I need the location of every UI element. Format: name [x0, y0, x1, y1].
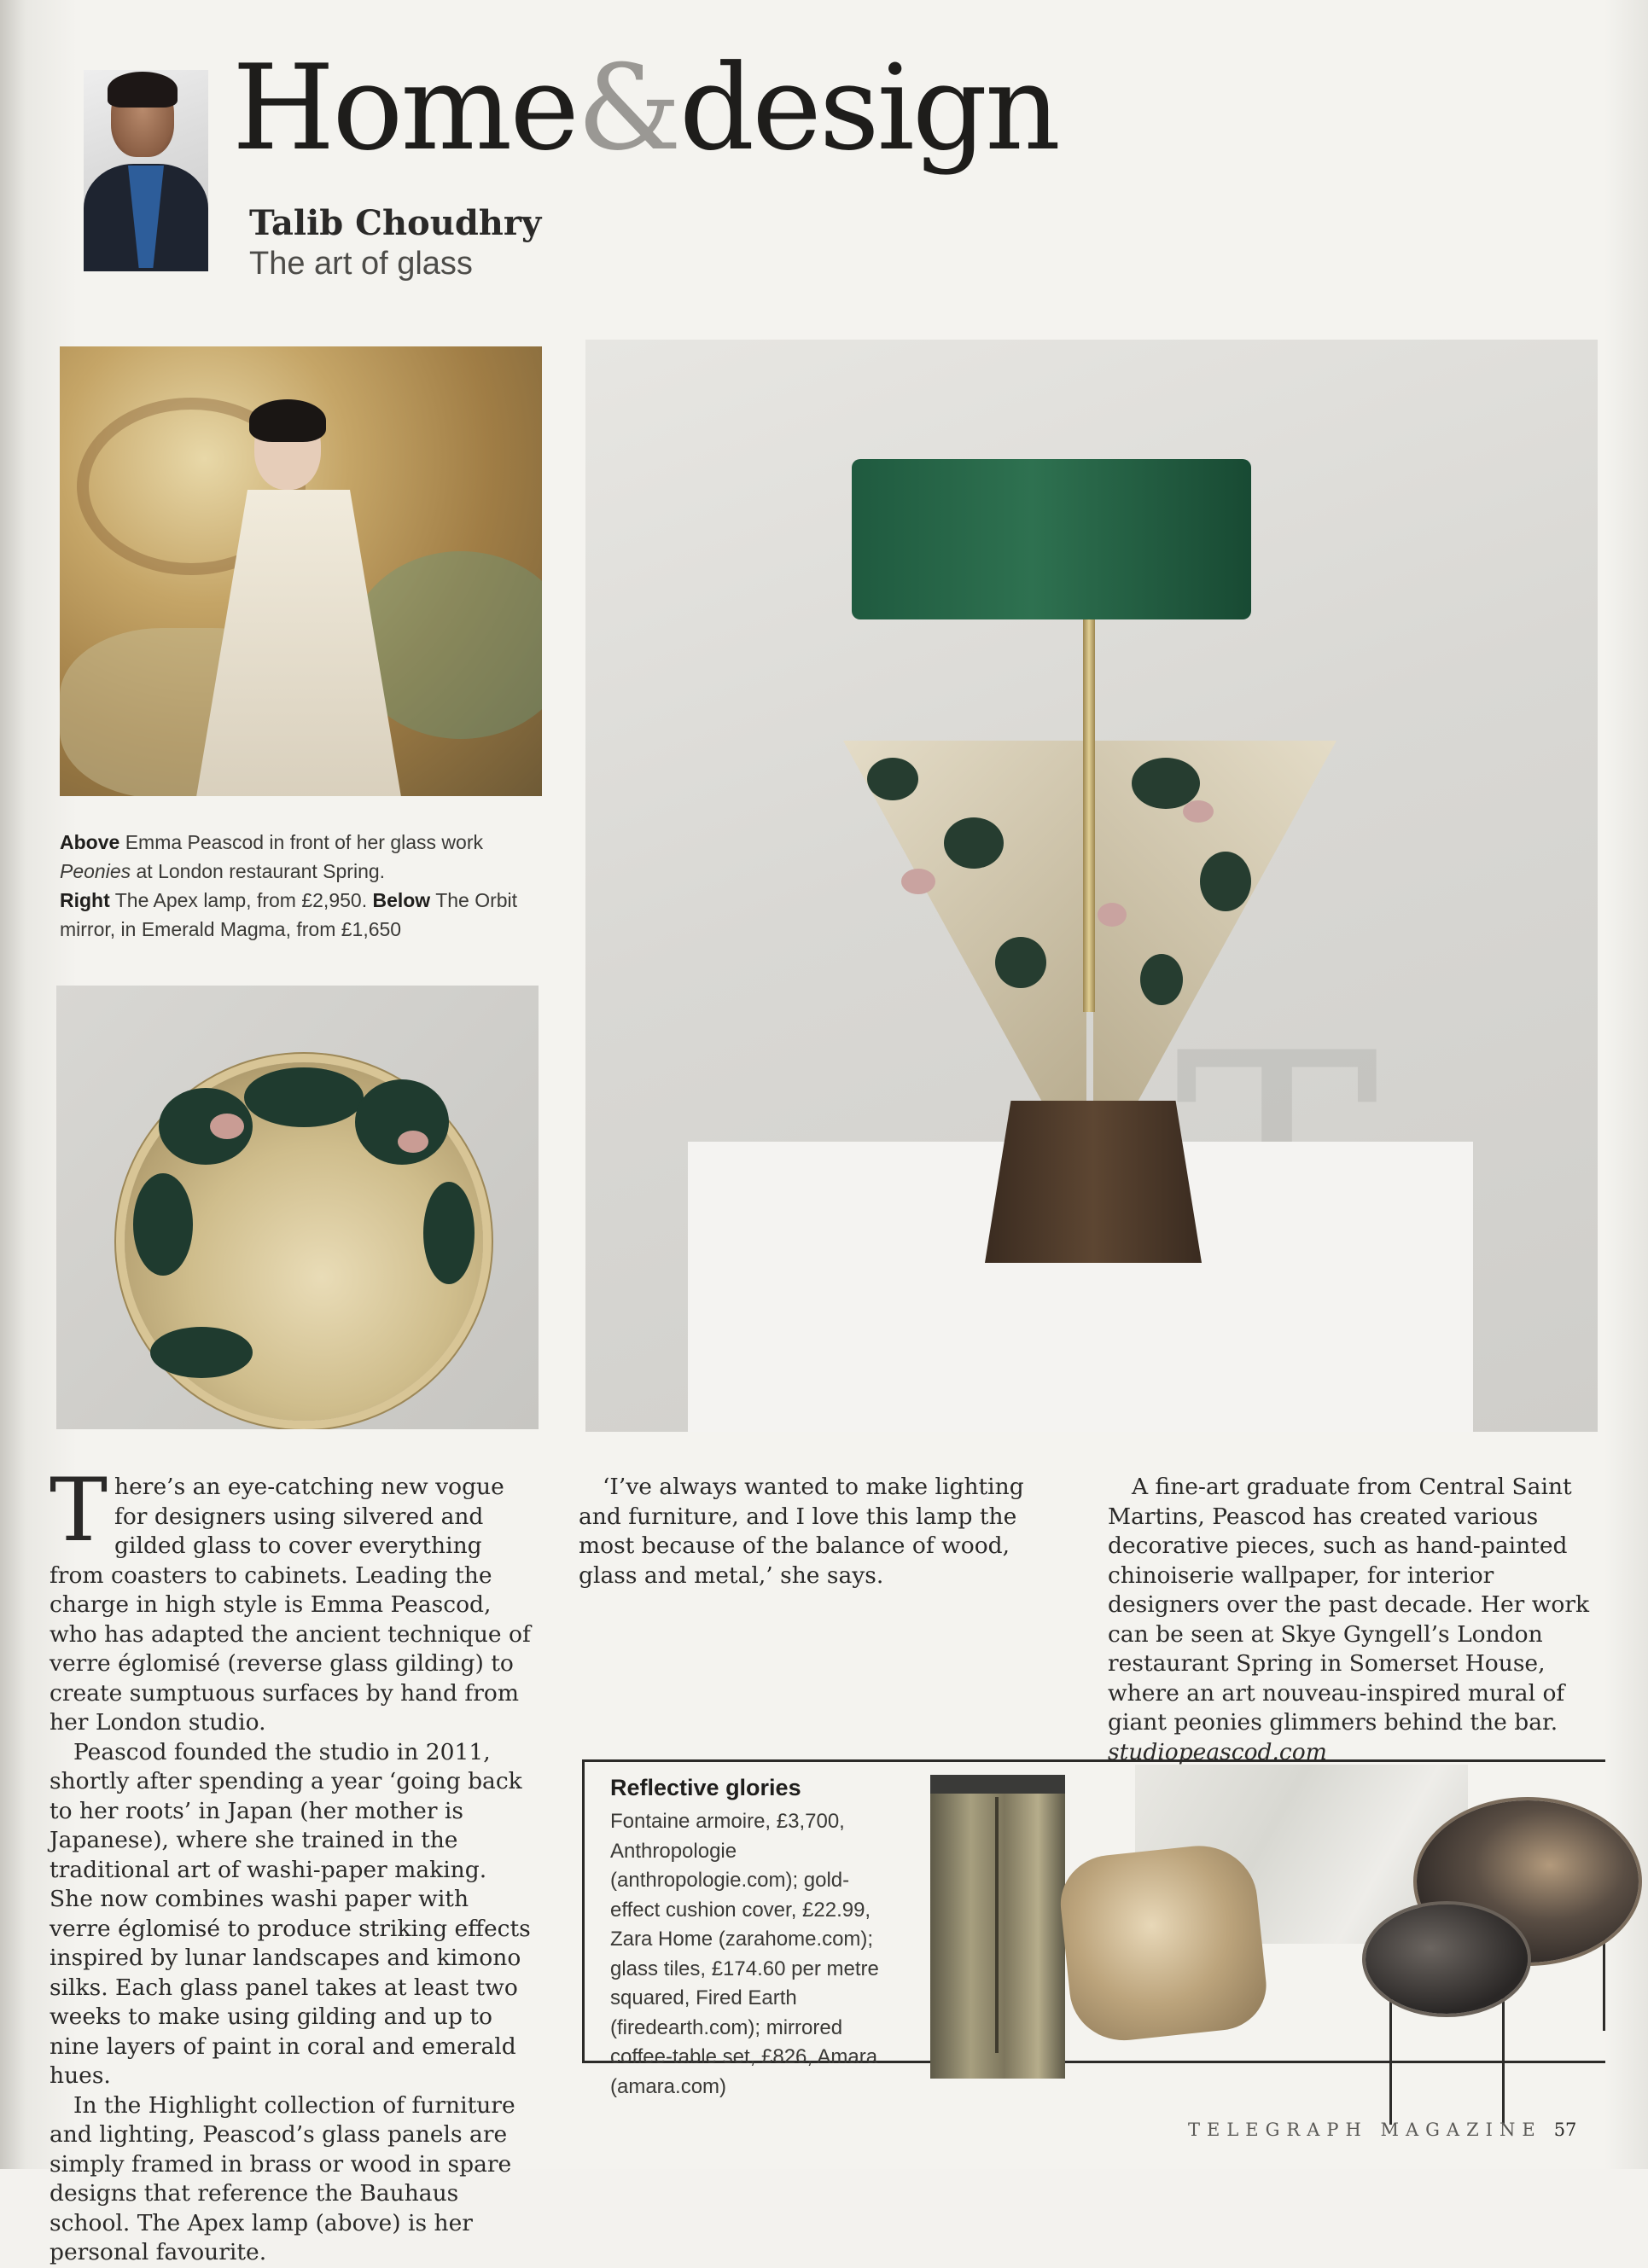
article-paragraph: here’s an eye-catching new vogue for designers using silvered and gilded glass to cover everything from coasters to cabinets. Leading the charge in high style is Emma Peascod, who has adapted the ancient technique of verre églomisé (reverse glass gilding) to create sumptuous surfaces by hand from her London studio. [49, 1474, 531, 1736]
website-link[interactable]: studiopeascod.com [1108, 1738, 1327, 1765]
photo-fontaine-armoire [930, 1775, 1065, 2079]
photo-apex-lamp [585, 340, 1598, 1432]
sidebar-title: Reflective glories [610, 1775, 801, 1800]
page-number: 57 [1553, 2120, 1577, 2140]
article-paragraph: Peascod founded the studio in 2011, shortly after spending a year ‘going back to her roots’ in Japan (her mother is Japanese), where she trained in the traditional art of washi-paper making. She now combines washi paper with verre églomisé to produce striking effects inspired by lunar landscapes and kimono silks. Each glass panel takes at least two weeks to make using gilding and up to nine layers of paint in coral and emerald hues. [49, 1738, 531, 2089]
article-paragraph: ‘I’ve always wanted to make lighting and furniture, and I love this lamp the most because of the balance of wood, glass and metal,’ she says. [579, 1474, 1024, 1589]
article-paragraph: In the Highlight collection of furniture and lighting, Peascod’s glass panels are simply framed in brass or wood in spare designs that reference the Bauhaus school. The Apex lamp (above) is her personal favourite. [49, 2091, 515, 2265]
photo-cushion [1056, 1841, 1271, 2046]
article-column-2 [579, 1473, 1057, 1591]
article-column-1 [49, 1460, 536, 2268]
page-footer: TELEGRAPH MAGAZINE 57 [1188, 2120, 1577, 2140]
photo-caption: Above Emma Peascod in front of her glass work Peonies at London restaurant Spring. Right The Apex lamp, from £2,950. Below The Orbit mirror, in Emerald Magma, from £1,650 [60, 831, 518, 940]
photo-orbit-mirror [56, 986, 539, 1429]
sidebar-text: Fontaine armoire, £3,700, Anthropologie (anthropologie.com); gold-effect cushion cover, £22.99, Zara Home (zarahome.com); glass tiles, £174.60 per metre squared, Fired Earth (firedearth.com); mirrored coffee-table set, £826, Amara (amara.com) [610, 1810, 879, 2098]
author-name: Talib Choudhry [249, 203, 542, 243]
author-photo [84, 70, 208, 271]
photo-emma-peascod [60, 346, 542, 796]
article-column-3 [1108, 1473, 1594, 1767]
drop-cap: T [49, 1460, 108, 1561]
photo-coffee-table-small [1366, 1905, 1528, 2014]
lamp-shade [852, 459, 1251, 619]
article-paragraph: A fine-art graduate from Central Saint Martins, Peascod has created various decorative pieces, such as hand-painted chinoiserie wallpaper, for interior designers over the past decade. Her work can be seen at Skye Gyngell’s London restaurant Spring in Somerset House, where an art nouveau-inspired mural of giant peonies glimmers behind the bar. [1108, 1474, 1590, 1736]
section-masthead: Home&design [232, 39, 1058, 177]
column-tagline: The art of glass [249, 246, 473, 282]
